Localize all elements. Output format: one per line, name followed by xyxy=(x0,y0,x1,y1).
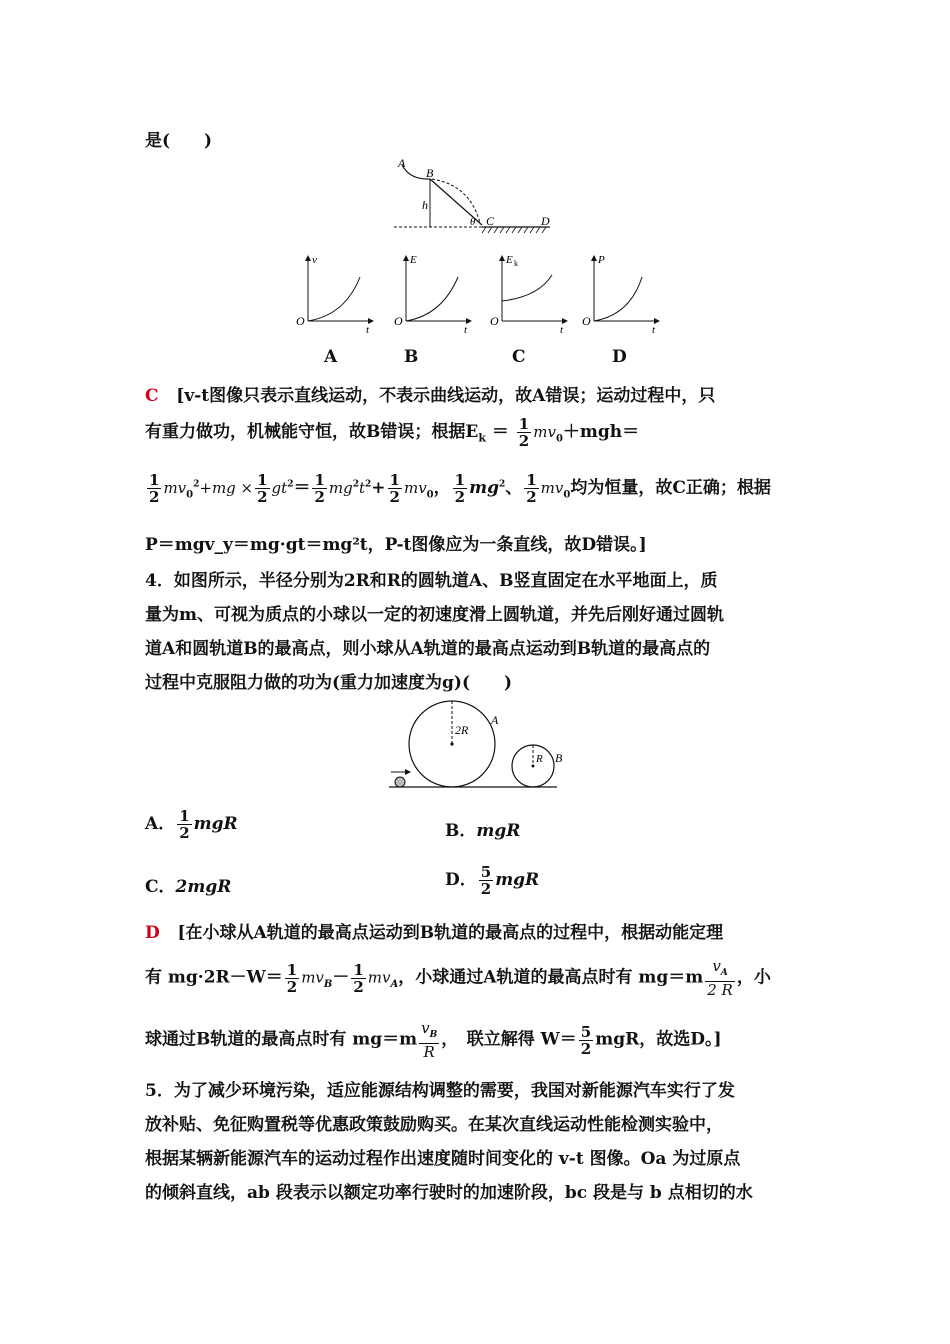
point-a-label: A xyxy=(398,156,406,170)
q4-analysis-text-2a: 有 mg·2R－W＝ xyxy=(145,967,283,988)
graph-d-origin: O xyxy=(582,314,591,328)
point-c-label: C xyxy=(486,214,495,228)
q3-analysis-text-2c: mv xyxy=(533,423,556,441)
q4-analysis-text-2b: ，小球通过A轨道的最高点时有 mg＝m xyxy=(398,967,704,988)
radius-r-label: R xyxy=(536,753,543,765)
q3-graph-b xyxy=(392,253,482,333)
q4-option-b[interactable]: B．mgR xyxy=(445,821,521,841)
q4-analysis-line-1 xyxy=(145,918,723,943)
q4-stem-line-3: 道A和圆轨道B的最高点，则小球从A轨道的最高点运动到B轨道的最高点的 xyxy=(145,639,711,659)
point-d-label: D xyxy=(541,214,550,228)
q4-answer-letter: D xyxy=(145,923,160,943)
q3-analysis-line-3: $\frac{1}{2}$ $mv_0^2+mg$ × $\frac{1}{2}$ $gt^2=$ $\frac{1}{2}$ $mg^2t^2+$ $\frac{1}{2}$ $mv_0$， $\frac{1}{2}$ $mg^2$、 $\frac{1}{2}$ $mv_0$均为恒量，故C正确；根据 xyxy=(149,471,771,506)
q4-analysis-line-3: 球通过B轨道的最高点时有 mg＝m $\frac{v_B}{R}$ ， 联立解得 W＝ $\frac{5}{2}$ mgR，故选D。] xyxy=(145,1019,722,1061)
q3-analysis-line-1 xyxy=(145,381,715,406)
graph-c-ysub: k xyxy=(514,259,518,268)
graph-b-ylabel: E xyxy=(410,254,417,266)
graph-b-xlabel: t xyxy=(464,324,468,333)
radius-2r-label: 2R xyxy=(455,723,469,737)
q3-analysis-line-2: 有重力做功，机械能守恒，故B错误；根据$E_k$ ＝ $\frac{1}{2}$ $mv_0+mgh=$ xyxy=(145,415,640,450)
q3-analysis-text-2d: ＋mgh＝ xyxy=(562,422,640,442)
theta-label: θ xyxy=(470,216,476,228)
graph-d-ylabel: P xyxy=(598,254,605,266)
q3-graph-a xyxy=(290,253,380,333)
q4-option-a[interactable]: A． $\frac{1}{2}$ mgR xyxy=(145,807,238,842)
q3-answer-letter: C xyxy=(145,386,159,406)
q3-analysis-text-2b: ＝ xyxy=(491,422,509,442)
q4-stem-line-1: 4．如图所示，半径分别为2R和R的圆轨道A、B竖直固定在水平地面上，质 xyxy=(145,571,718,591)
graph-b-origin: O xyxy=(394,314,403,328)
q3-stem-tail: 是( ) xyxy=(145,131,213,151)
graph-a-origin: O xyxy=(296,314,305,328)
q4-stem-line-4: 过程中克服阻力做的功为(重力加速度为g)( ) xyxy=(145,673,513,693)
q3-slope-figure xyxy=(390,155,560,235)
track-a-label: A xyxy=(491,713,499,727)
graph-a-option: A xyxy=(324,347,338,367)
graph-c-xlabel: t xyxy=(560,324,564,333)
q3-analysis-line-4: P＝mgv_y＝mg·gt＝mg²t，P-t图像应为一条直线，故D错误。] xyxy=(145,535,647,555)
q4-option-c[interactable]: C．2mgR xyxy=(145,877,232,897)
graph-a-ylabel: v xyxy=(312,254,317,266)
q3-graph-c xyxy=(488,253,578,333)
q4-analysis-text-3b: ， 联立解得 W＝ xyxy=(441,1029,577,1050)
q5-line-4: 的倾斜直线，ab 段表示以额定功率行驶时的加速阶段，bc 段是与 b 点相切的水 xyxy=(145,1183,753,1203)
q5-line-3: 根据某辆新能源汽车的运动过程作出速度随时间变化的 v-t 图像。Oa 为过原点 xyxy=(145,1149,741,1169)
q4-analysis-line-2: 有 mg·2R－W＝ $\frac{1}{2}$ $mv_B-$ $\frac{1}{2}$ $mv_A$，小球通过A轨道的最高点时有 mg＝m $\frac{v_A}{2 R}$ ，小 xyxy=(145,957,771,999)
q4-analysis-text-2c: ，小 xyxy=(736,967,771,988)
q5-line-1: 5．为了减少环境污染，适应能源结构调整的需要，我国对新能源汽车实行了发 xyxy=(145,1081,735,1101)
fraction-half: $\frac{1}{2}$ xyxy=(518,415,530,450)
point-b-label: B xyxy=(426,166,434,180)
q4-option-d[interactable]: D． $\frac{5}{2}$ mgR xyxy=(445,863,540,898)
q3-analysis-text-3: 均为恒量，故C正确；根据 xyxy=(570,478,771,498)
q4-analysis-text-3c: mgR，故选D。] xyxy=(595,1029,722,1050)
q4-analysis-text-3a: 球通过B轨道的最高点时有 mg＝m xyxy=(145,1029,418,1050)
graph-d-option: D xyxy=(612,347,627,367)
q3-graph-d xyxy=(580,253,670,333)
graph-b-option: B xyxy=(404,347,419,367)
q4-analysis-text-1: [在小球从A轨道的最高点运动到B轨道的最高点的过程中，根据动能定理 xyxy=(177,923,724,943)
graph-c-ylabel: E xyxy=(506,254,513,266)
q4-circle-tracks-figure xyxy=(385,700,565,795)
graph-c-origin: O xyxy=(490,314,499,328)
graph-a-xlabel: t xyxy=(366,324,370,333)
q3-analysis-text-1: [v-t图像只表示直线运动，不表示曲线运动，故A错误；运动过程中，只 xyxy=(176,386,716,406)
h-label: h xyxy=(422,198,428,212)
graph-c-option: C xyxy=(512,347,526,367)
graph-d-xlabel: t xyxy=(652,324,656,333)
track-b-label: B xyxy=(555,751,563,765)
q4-stem-line-2: 量为m、可视为质点的小球以一定的初速度滑上圆轨道，并先后刚好通过圆轨 xyxy=(145,605,724,625)
q3-analysis-text-2a: 有重力做功，机械能守恒，故B错误；根据E xyxy=(145,422,479,442)
q5-line-2: 放补贴、免征购置税等优惠政策鼓励购买。在某次直线运动性能检测实验中， xyxy=(145,1115,723,1135)
